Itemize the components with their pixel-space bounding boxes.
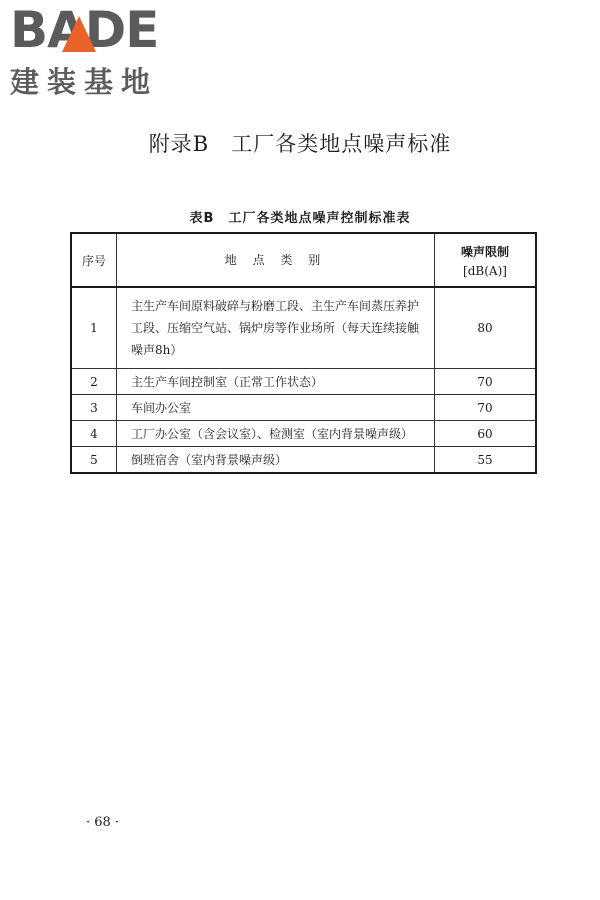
header-limit-unit: [dB(A)] xyxy=(463,263,507,278)
table-row xyxy=(71,369,536,395)
logo-triangle-icon xyxy=(62,16,96,52)
table-row xyxy=(71,421,536,447)
row-place: 工厂办公室（含会议室）、检测室（室内背景噪声级） xyxy=(117,421,435,447)
table-row xyxy=(71,287,536,369)
header-place: 地 点 类 别 xyxy=(117,233,435,287)
row-place: 车间办公室 xyxy=(117,395,435,421)
row-limit: 70 xyxy=(435,395,537,421)
row-place-text: 主生产车间原料破碎与粉磨工段、主生产车间蒸压养护工段、压缩空气站、锅炉房等作业场所（每天连续接触噪声8h） xyxy=(131,299,420,357)
brand-logo xyxy=(10,1,180,99)
table-caption: 表B 工厂各类地点噪声控制标准表 xyxy=(189,211,411,226)
table-row xyxy=(71,447,536,474)
row-place xyxy=(117,287,435,369)
noise-standard-table xyxy=(70,232,537,474)
row-no: 3 xyxy=(71,395,117,421)
row-no: 4 xyxy=(71,421,117,447)
table-row xyxy=(71,395,536,421)
row-no: 5 xyxy=(71,447,117,474)
header-no: 序号 xyxy=(71,233,117,287)
row-limit: 70 xyxy=(435,369,537,395)
appendix-title: 附录B 工厂各类地点噪声标准 xyxy=(148,132,452,156)
logo-subtitle: 建装基地 xyxy=(10,65,159,99)
table-header-row xyxy=(71,233,536,287)
row-no: 2 xyxy=(71,369,117,395)
row-limit: 60 xyxy=(435,421,537,447)
header-limit-title: 噪声限制 xyxy=(460,244,509,259)
page-number: · 68 · xyxy=(85,815,120,830)
row-place: 倒班宿舍（室内背景噪声级） xyxy=(117,447,435,474)
header-limit xyxy=(435,233,537,287)
logo-wordmark: BADE xyxy=(10,1,159,59)
row-limit: 80 xyxy=(435,287,537,369)
row-no: 1 xyxy=(71,287,117,369)
row-limit: 55 xyxy=(435,447,537,474)
row-place: 主生产车间控制室（正常工作状态） xyxy=(117,369,435,395)
